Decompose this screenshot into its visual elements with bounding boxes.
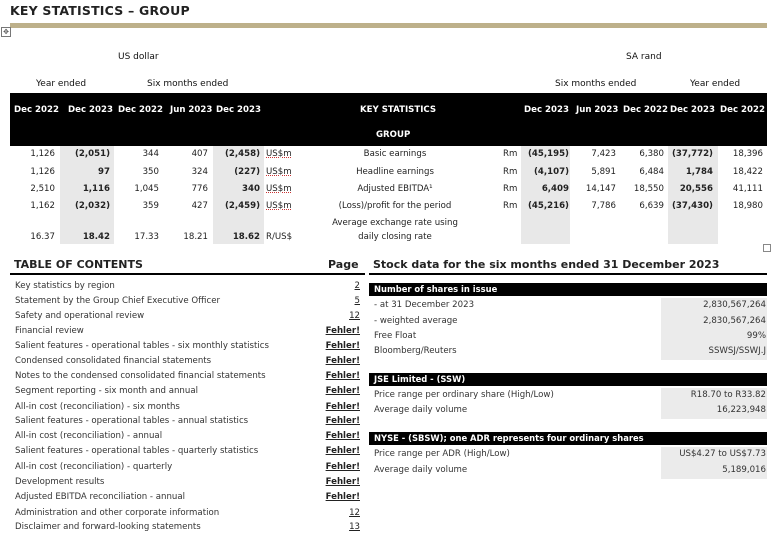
right-year-header: Year ended <box>690 79 741 89</box>
highlight-column <box>521 146 570 244</box>
fx-label: Average exchange rate using <box>332 218 458 228</box>
zar-value: 7,423 <box>591 149 616 159</box>
statistic-label: (Loss)/profit for the period <box>338 201 452 211</box>
toc-page-link[interactable]: Fehler! <box>325 416 360 426</box>
toc-item[interactable]: Salient features - operational tables - six monthly statistics <box>15 341 269 351</box>
toc-item[interactable]: Notes to the condensed consolidated financial statements <box>15 371 266 381</box>
zar-value: (45,195) <box>527 149 569 159</box>
usd-value: (2,032) <box>74 201 110 211</box>
zar-value: 6,639 <box>639 201 664 211</box>
toc-page-link[interactable]: 12 <box>349 508 360 518</box>
usd-value: 97 <box>98 167 110 177</box>
toc-page-link[interactable]: Fehler! <box>325 356 360 366</box>
col-header: Dec 2023 <box>68 105 113 115</box>
stock-label: - weighted average <box>374 316 458 326</box>
col-header: Dec 2022 <box>720 105 765 115</box>
stock-value: 5,189,016 <box>722 465 766 475</box>
usd-value: 344 <box>142 149 159 159</box>
fx-value: 18.42 <box>82 232 110 242</box>
usd-value: 1,126 <box>30 149 55 159</box>
highlight-column <box>213 146 264 244</box>
stock-value: SSWSJ/SSWJ.J <box>708 346 766 356</box>
usd-value: 340 <box>242 184 260 194</box>
toc-page-link[interactable]: Fehler! <box>325 431 360 441</box>
zar-value: 41,111 <box>732 184 763 194</box>
stock-section-header: JSE Limited - (SSW) <box>369 373 767 386</box>
stock-section-header: NYSE - (SBSW); one ADR represents four ordinary shares <box>369 432 767 445</box>
key-statistics-heading: KEY STATISTICS <box>360 105 437 115</box>
toc-item[interactable]: Key statistics by region <box>15 281 115 291</box>
fx-value: 17.33 <box>134 232 159 242</box>
toc-page-link[interactable]: 2 <box>354 281 360 291</box>
toc-page-link[interactable]: Fehler! <box>325 371 360 381</box>
usd-header: US dollar <box>118 52 159 62</box>
stock-label: Average daily volume <box>374 405 468 415</box>
zar-value: 18,422 <box>732 167 763 177</box>
page-title: KEY STATISTICS – GROUP <box>10 3 190 18</box>
statistic-label: Adjusted EBITDA¹ <box>357 184 433 194</box>
col-header: Jun 2023 <box>170 105 213 115</box>
usd-unit: US$m <box>266 201 292 211</box>
usd-value: 350 <box>142 167 159 177</box>
usd-value: 2,510 <box>30 184 55 194</box>
col-header: Dec 2023 <box>524 105 569 115</box>
group-heading: GROUP <box>376 130 411 140</box>
zar-header: SA rand <box>626 52 662 62</box>
toc-item[interactable]: Salient features - operational tables - annual statistics <box>15 416 249 426</box>
zar-value: (37,430) <box>671 201 713 211</box>
toc-item[interactable]: All-in cost (reconciliation) - six months <box>15 402 180 412</box>
zar-value: 5,891 <box>591 167 616 177</box>
toc-title: TABLE OF CONTENTS <box>14 258 143 271</box>
zar-unit: Rm <box>503 201 518 211</box>
toc-page-link[interactable]: 13 <box>349 522 360 532</box>
left-year-header: Year ended <box>36 79 87 89</box>
zar-value: 6,380 <box>639 149 664 159</box>
zar-value: 7,786 <box>591 201 616 211</box>
zar-unit: Rm <box>503 149 518 159</box>
stock-value: 2,830,567,264 <box>703 300 766 310</box>
toc-page-link[interactable]: Fehler! <box>325 386 360 396</box>
toc-item[interactable]: Adjusted EBITDA reconciliation - annual <box>15 492 186 502</box>
right-six-header: Six months ended <box>555 79 637 89</box>
toc-page-link[interactable]: Fehler! <box>325 462 360 472</box>
usd-value: 776 <box>191 184 208 194</box>
toc-page-link[interactable]: Fehler! <box>325 326 360 336</box>
table-move-handle-icon[interactable]: ✥ <box>1 27 11 37</box>
highlight-column <box>668 146 718 244</box>
zar-value: 20,556 <box>679 184 713 194</box>
zar-value: 6,409 <box>541 184 569 194</box>
toc-item[interactable]: All-in cost (reconciliation) - annual <box>15 431 163 441</box>
toc-page-link[interactable]: Fehler! <box>325 492 360 502</box>
toc-page-heading: Page <box>328 258 359 271</box>
title-underline <box>10 23 767 28</box>
stock-section-header: Number of shares in issue <box>369 283 767 296</box>
fx-value: 18.62 <box>232 232 260 242</box>
zar-value: 18,550 <box>633 184 664 194</box>
usd-value: 359 <box>142 201 159 211</box>
stock-label: Free Float <box>374 331 417 341</box>
zar-unit: Rm <box>503 184 518 194</box>
usd-value: (2,459) <box>224 201 260 211</box>
col-header: Dec 2023 <box>216 105 261 115</box>
stock-value: R18.70 to R33.82 <box>690 390 766 400</box>
stock-data-title: Stock data for the six months ended 31 December 2023 <box>373 258 720 271</box>
toc-item[interactable]: Salient features - operational tables - quarterly statistics <box>15 446 259 456</box>
toc-item[interactable]: Administration and other corporate information <box>15 508 220 518</box>
fx-label: daily closing rate <box>358 232 432 242</box>
stock-value: 2,830,567,264 <box>703 316 766 326</box>
zar-value: (37,772) <box>671 149 713 159</box>
zar-value: 6,484 <box>639 167 664 177</box>
toc-page-link[interactable]: Fehler! <box>325 477 360 487</box>
fx-unit: R/US$ <box>266 232 293 242</box>
zar-unit: Rm <box>503 167 518 177</box>
stock-label: Average daily volume <box>374 465 468 475</box>
col-header: Jun 2023 <box>576 105 619 115</box>
stock-data-divider <box>369 273 767 275</box>
usd-value: (2,051) <box>74 149 110 159</box>
fx-value: 18.21 <box>183 232 208 242</box>
toc-page-link[interactable]: Fehler! <box>325 402 360 412</box>
usd-value: 1,116 <box>82 184 110 194</box>
zar-value: 18,396 <box>732 149 763 159</box>
stock-label: Price range per ordinary share (High/Low) <box>374 390 554 400</box>
usd-value: 427 <box>191 201 208 211</box>
toc-item[interactable]: Segment reporting - six month and annual <box>15 386 198 396</box>
usd-unit: US$m <box>266 184 292 194</box>
usd-value: 407 <box>191 149 208 159</box>
toc-item[interactable]: Financial review <box>15 326 84 336</box>
stock-value: 99% <box>746 331 766 341</box>
stock-label: Price range per ADR (High/Low) <box>374 449 510 459</box>
usd-unit: US$m <box>266 167 292 177</box>
usd-value: 1,162 <box>30 201 55 211</box>
usd-unit: US$m <box>266 149 292 159</box>
toc-page-link[interactable]: 5 <box>354 296 360 306</box>
usd-value: 1,126 <box>30 167 55 177</box>
col-header: Dec 2023 <box>670 105 715 115</box>
usd-value: (2,458) <box>224 149 260 159</box>
highlight-column <box>60 146 114 244</box>
toc-item[interactable]: All-in cost (reconciliation) - quarterly <box>15 462 173 472</box>
left-six-header: Six months ended <box>147 79 229 89</box>
toc-item[interactable]: Development results <box>15 477 105 487</box>
zar-value: 18,980 <box>732 201 763 211</box>
usd-value: 324 <box>191 167 208 177</box>
toc-page-link[interactable]: Fehler! <box>325 446 360 456</box>
stock-label: - at 31 December 2023 <box>374 300 475 310</box>
fx-value: 16.37 <box>30 232 55 242</box>
statistic-label: Headline earnings <box>356 167 434 177</box>
zar-value: (45,216) <box>527 201 569 211</box>
table-resize-handle[interactable] <box>763 244 771 252</box>
toc-item[interactable]: Condensed consolidated financial statements <box>15 356 212 366</box>
stock-value: 16,223,948 <box>716 405 766 415</box>
stock-value: US$4.27 to US$7.73 <box>679 449 766 459</box>
stock-label: Bloomberg/Reuters <box>374 346 457 356</box>
statistic-label: Basic earnings <box>363 149 427 159</box>
col-header: Dec 2022 <box>623 105 668 115</box>
col-header: Dec 2022 <box>14 105 59 115</box>
toc-item[interactable]: Safety and operational review <box>15 311 145 321</box>
usd-value: 1,045 <box>134 184 159 194</box>
usd-value: (227) <box>234 167 260 177</box>
toc-page-link[interactable]: 12 <box>349 311 360 321</box>
toc-page-link[interactable]: Fehler! <box>325 341 360 351</box>
zar-value: 14,147 <box>585 184 616 194</box>
toc-item[interactable]: Disclaimer and forward-looking statements <box>15 522 201 532</box>
toc-item[interactable]: Statement by the Group Chief Executive Officer <box>15 296 221 306</box>
col-header: Dec 2022 <box>118 105 163 115</box>
zar-value: (4,107) <box>533 167 569 177</box>
zar-value: 1,784 <box>685 167 713 177</box>
toc-divider <box>10 273 365 275</box>
